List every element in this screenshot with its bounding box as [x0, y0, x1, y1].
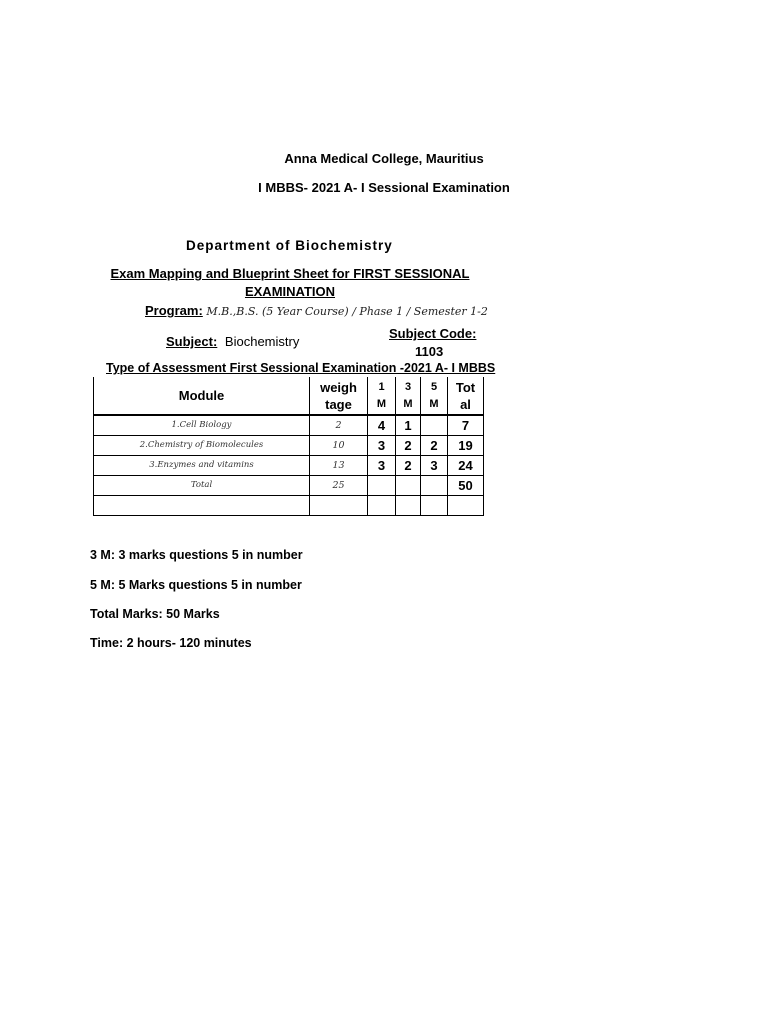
header-3m — [396, 377, 421, 415]
5m-cell — [421, 475, 448, 495]
subject-label: Subject: — [166, 334, 218, 349]
header-1m-line2: M — [376, 397, 387, 410]
college-name: Anna Medical College, Mauritius — [284, 151, 484, 166]
blueprint-table — [93, 377, 484, 516]
header-1m-line1: 1 — [378, 380, 385, 393]
assessment-type: Type of Assessment First Sessional Examination -2021 A- I MBBS — [106, 361, 496, 375]
1m-cell — [368, 495, 396, 515]
program-label: Program: — [145, 303, 203, 318]
table-header-row — [94, 377, 484, 415]
header-weightage-line2: tage — [325, 396, 352, 412]
subject-code-label: Subject Code: — [389, 326, 477, 341]
mapping-title-line2: EXAMINATION — [244, 284, 336, 299]
header-weightage — [310, 377, 368, 415]
module-cell: 3.Enzymes and vitamins — [94, 455, 310, 475]
note-time: Time: 2 hours- 120 minutes — [90, 636, 252, 650]
table-row — [94, 495, 484, 515]
header-module: Module — [94, 377, 310, 415]
program-line — [145, 303, 488, 318]
header-5m-line2: M — [429, 397, 439, 410]
note-3m: 3 M: 3 marks questions 5 in number — [90, 548, 303, 562]
subject-value: Biochemistry — [224, 334, 300, 349]
total-cell: 24 — [448, 455, 484, 475]
table-row — [94, 435, 484, 455]
header-1m — [368, 377, 396, 415]
header-weightage-line1: weigh — [320, 379, 357, 395]
mapping-title-line1: Exam Mapping and Blueprint Sheet for FIRST SESSIONAL — [110, 266, 470, 281]
subject-line — [166, 334, 299, 349]
table-row — [94, 415, 484, 435]
header-total — [448, 377, 484, 415]
mapping-title — [100, 265, 480, 301]
header-total-line2: al — [460, 396, 471, 412]
5m-cell: 3 — [421, 455, 448, 475]
module-cell — [94, 495, 310, 515]
3m-cell: 2 — [396, 455, 421, 475]
1m-cell: 3 — [368, 455, 396, 475]
module-cell: 2.Chemistry of Biomolecules — [94, 435, 310, 455]
5m-cell — [421, 495, 448, 515]
header-5m-line1: 5 — [430, 380, 438, 393]
weightage-cell — [310, 495, 368, 515]
module-cell: 1.Cell Biology — [94, 415, 310, 435]
3m-cell — [396, 495, 421, 515]
1m-cell: 3 — [368, 435, 396, 455]
header-3m-line2: M — [403, 397, 413, 410]
5m-cell — [421, 415, 448, 435]
department-title: Department of Biochemistry — [186, 238, 393, 253]
weightage-cell: 25 — [310, 475, 368, 495]
weightage-cell: 10 — [310, 435, 368, 455]
weightage-cell: 2 — [310, 415, 368, 435]
3m-cell — [396, 475, 421, 495]
program-value: M.B.,B.S. (5 Year Course) / Phase 1 / Semester 1-2 — [206, 305, 488, 318]
table-row — [94, 455, 484, 475]
table-row — [94, 475, 484, 495]
header-5m — [421, 377, 448, 415]
total-cell: 7 — [448, 415, 484, 435]
header-3m-line1: 3 — [404, 380, 412, 393]
exam-title: I MBBS- 2021 A- I Sessional Examination — [258, 180, 510, 195]
header-total-line1: Tot — [455, 379, 476, 395]
total-cell — [448, 495, 484, 515]
note-5m: 5 M: 5 Marks questions 5 in number — [90, 578, 302, 592]
1m-cell — [368, 475, 396, 495]
1m-cell: 4 — [368, 415, 396, 435]
note-total-marks: Total Marks: 50 Marks — [90, 607, 220, 621]
subject-code-value: 1103 — [415, 344, 444, 359]
3m-cell: 2 — [396, 435, 421, 455]
weightage-cell: 13 — [310, 455, 368, 475]
5m-cell: 2 — [421, 435, 448, 455]
total-cell: 19 — [448, 435, 484, 455]
total-cell: 50 — [448, 475, 484, 495]
module-cell: Total — [94, 475, 310, 495]
3m-cell: 1 — [396, 415, 421, 435]
